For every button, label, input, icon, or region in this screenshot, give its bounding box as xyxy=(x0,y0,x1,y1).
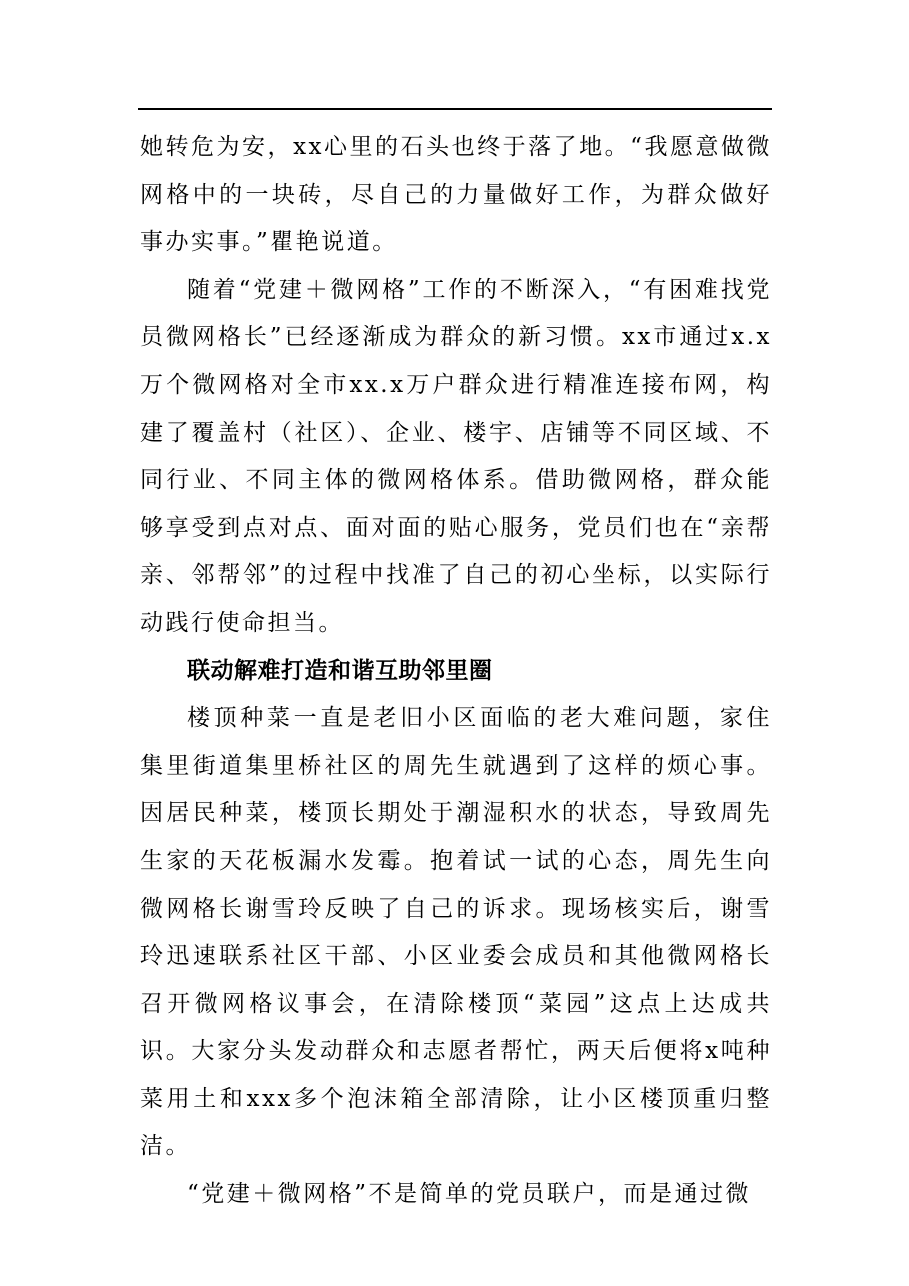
paragraph-micro-grid-overview: 随着“党建＋微网格”工作的不断深入，“有困难找党员微网格长”已经逐渐成为群众的新习惯。xx市通过x.x万个微网格对全市xx.x万户群众进行精准连接布网，构建了覆盖村（社区）、企业、楼宇、店铺等不同区域、不同行业、不同主体的微网格体系。借助微网格，群众能够享受到点对点、面对面的贴心服务，党员们也在“亲帮亲、邻帮邻”的过程中找准了自己的初心坐标，以实际行动践行使命担当。 xyxy=(140,276,772,636)
paragraph-continued: 她转危为安，xx心里的石头也终于落了地。“我愿意做微网格中的一块砖，尽自己的力量做好工作，为群众做好事办实事。”瞿艳说道。 xyxy=(140,134,772,256)
section-heading: 联动解难打造和谐互助邻里圈 xyxy=(187,657,493,684)
paragraph-rooftop-case: 楼顶种菜一直是老旧小区面临的老大难问题，家住集里街道集里桥社区的周先生就遇到了这样的烦心事。因居民种菜，楼顶长期处于潮湿积水的状态，导致周先生家的天花板漏水发霉。抱着试一试的心态，周先生向微网格长谢雪玲反映了自己的诉求。现场核实后，谢雪玲迅速联系社区干部、小区业委会成员和其他微网格长召开微网格议事会，在清除楼顶“菜园”这点上达成共识。大家分头发动群众和志愿者帮忙，两天后便将x吨种菜用土和xxx多个泡沫箱全部清除，让小区楼顶重归整洁。 xyxy=(140,705,772,1160)
paragraph-party-building: “党建＋微网格”不是简单的党员联户，而是通过微 xyxy=(187,1181,752,1208)
header-rule xyxy=(138,108,772,110)
document-body xyxy=(140,124,772,1219)
